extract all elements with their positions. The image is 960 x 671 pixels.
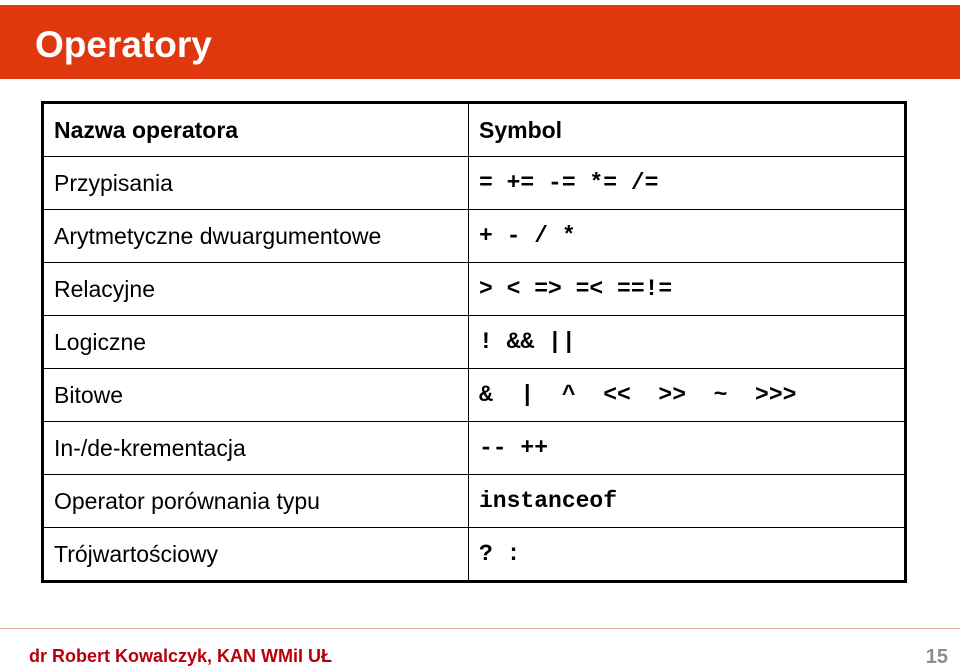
operator-name: In-/de-krementacja xyxy=(43,422,469,475)
operator-symbol: instanceof xyxy=(469,475,906,528)
page-number: 15 xyxy=(925,646,948,668)
operator-name: Arytmetyczne dwuargumentowe xyxy=(43,210,469,263)
operator-name: Trójwartościowy xyxy=(43,528,469,582)
header-name: Nazwa operatora xyxy=(43,103,469,157)
operator-symbol: > < => =< ==!= xyxy=(469,263,906,316)
header-symbol: Symbol xyxy=(469,103,906,157)
table-row xyxy=(43,422,906,475)
operator-name: Logiczne xyxy=(43,316,469,369)
operator-symbol: + - / * xyxy=(469,210,906,263)
operator-name: Relacyjne xyxy=(43,263,469,316)
operators-table xyxy=(41,101,907,583)
footer-divider xyxy=(0,628,960,629)
slide-title: Operatory xyxy=(35,24,212,65)
operator-name: Bitowe xyxy=(43,369,469,422)
operator-symbol: -- ++ xyxy=(469,422,906,475)
title-bar xyxy=(0,5,960,79)
operator-name: Przypisania xyxy=(43,157,469,210)
table-row xyxy=(43,369,906,422)
operator-name: Operator porównania typu xyxy=(43,475,469,528)
table-row xyxy=(43,210,906,263)
operator-symbol: ! && || xyxy=(469,316,906,369)
table-row xyxy=(43,528,906,582)
table-row xyxy=(43,157,906,210)
table-row xyxy=(43,263,906,316)
operator-symbol: = += -= *= /= xyxy=(469,157,906,210)
table-row xyxy=(43,316,906,369)
table-row xyxy=(43,475,906,528)
footer-author: dr Robert Kowalczyk, KAN WMiI UŁ xyxy=(29,646,333,666)
operator-symbol: ? : xyxy=(469,528,906,582)
operator-symbol: & | ^ << >> ~ >>> xyxy=(469,369,906,422)
table-header-row xyxy=(43,103,906,157)
